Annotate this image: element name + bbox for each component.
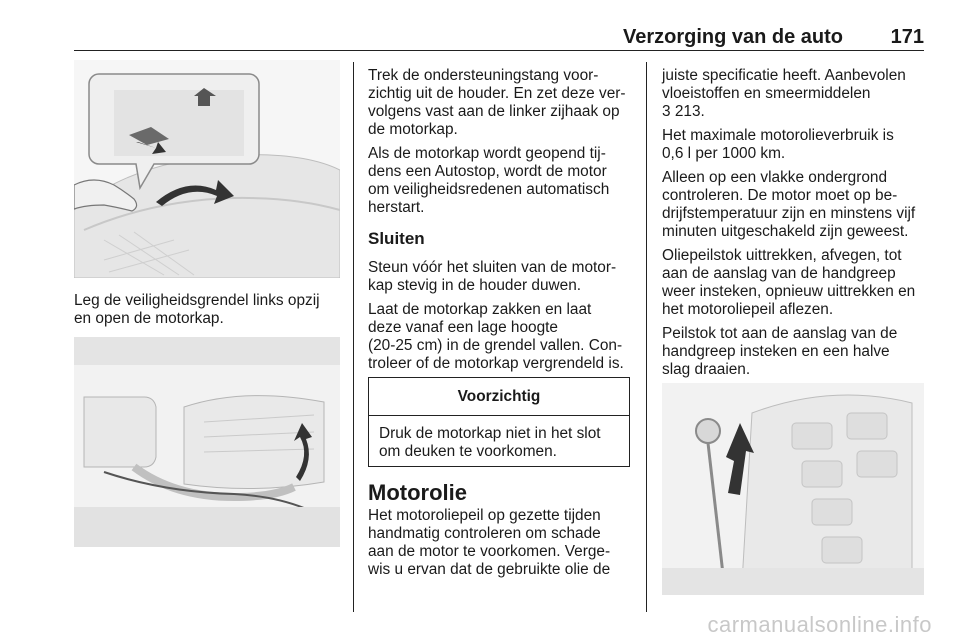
text-line: de motorkap. [368,121,458,138]
text-line: handgreep insteken en een halve [662,343,890,360]
engine-bay-illustration [74,337,340,547]
caution-title: Voorzichtig [369,378,629,416]
caution-line: Druk de motorkap niet in het slot [379,425,601,442]
text-line: volgens vast aan de linker zijhaak op [368,103,620,120]
text-line: zichtig uit de houder. En zet deze ver- [368,85,626,102]
caption-line: en open de motorkap. [74,310,224,327]
caption-line: Leg de veiligheidsgrendel links opzij [74,292,320,309]
header-rule [74,50,924,51]
text-line: weer insteken, opnieuw uittrekken en [662,283,916,300]
watermark: carmanualsonline.info [707,612,932,637]
text-line: (20-25 cm) in de grendel vallen. Con- [368,337,623,354]
text-line: drijfstemperatuur zijn en minstens vijf [662,205,916,222]
text-line: aan de aanslag van de handgreep [662,265,896,282]
text-line: aan de motor te voorkomen. Verge- [368,543,611,560]
caution-line: om deuken te voorkomen. [379,442,557,460]
text-line: Als de motorkap wordt geopend tij- [368,145,606,162]
chapter-title: Verzorging van de auto [622,26,843,48]
text-line: 3 213. [662,103,705,120]
dipstick-illustration [662,383,924,595]
text-line: Peilstok tot aan de aanslag van de [662,325,898,342]
text-line: Trek de ondersteuningstang voor- [368,67,599,84]
text-line: Alleen op een vlakke ondergrond [662,169,888,186]
text-line: vloeistoffen en smeermiddelen [662,85,871,102]
column-divider-2 [646,62,647,612]
hood-release-illustration [74,60,340,278]
text-line: troleer of de motorkap vergrendeld is. [368,355,624,372]
text-line: om veiligheidsredenen automatisch [368,181,610,198]
text-line: deze vanaf een lage hoogte [368,319,558,336]
text-line: Steun vóór het sluiten van de motor- [368,259,617,276]
text-line: herstart. [368,199,425,216]
text-line: Oliepeilstok uittrekken, afvegen, tot [662,247,902,264]
section-heading-close: Sluiten [368,229,425,248]
caution-text [369,416,629,461]
text-line: wis u ervan dat de gebruikte olie de [368,561,611,578]
section-heading-oil: Motorolie [368,480,467,505]
text-line: handmatig controleren om schade [368,525,601,542]
caution-box [368,377,630,467]
text-line: Het maximale motorolieverbruik is [662,127,894,144]
text-line: Het motoroliepeil op gezette tijden [368,507,601,524]
text-line: minuten uitgeschakeld zijn geweest. [662,223,909,240]
page-number: 171 [890,26,924,48]
text-line: kap stevig in de houder duwen. [368,277,582,294]
column-divider-1 [353,62,354,612]
text-line: controleren. De motor moet op be- [662,187,898,204]
text-line: 0,6 l per 1000 km. [662,145,786,162]
text-line: Laat de motorkap zakken en laat [368,301,592,318]
text-line: slag draaien. [662,361,751,378]
text-line: dens een Autostop, wordt de motor [368,163,607,180]
text-line: juiste specificatie heeft. Aanbevolen [662,67,906,84]
text-line: het motoroliepeil aflezen. [662,301,834,318]
